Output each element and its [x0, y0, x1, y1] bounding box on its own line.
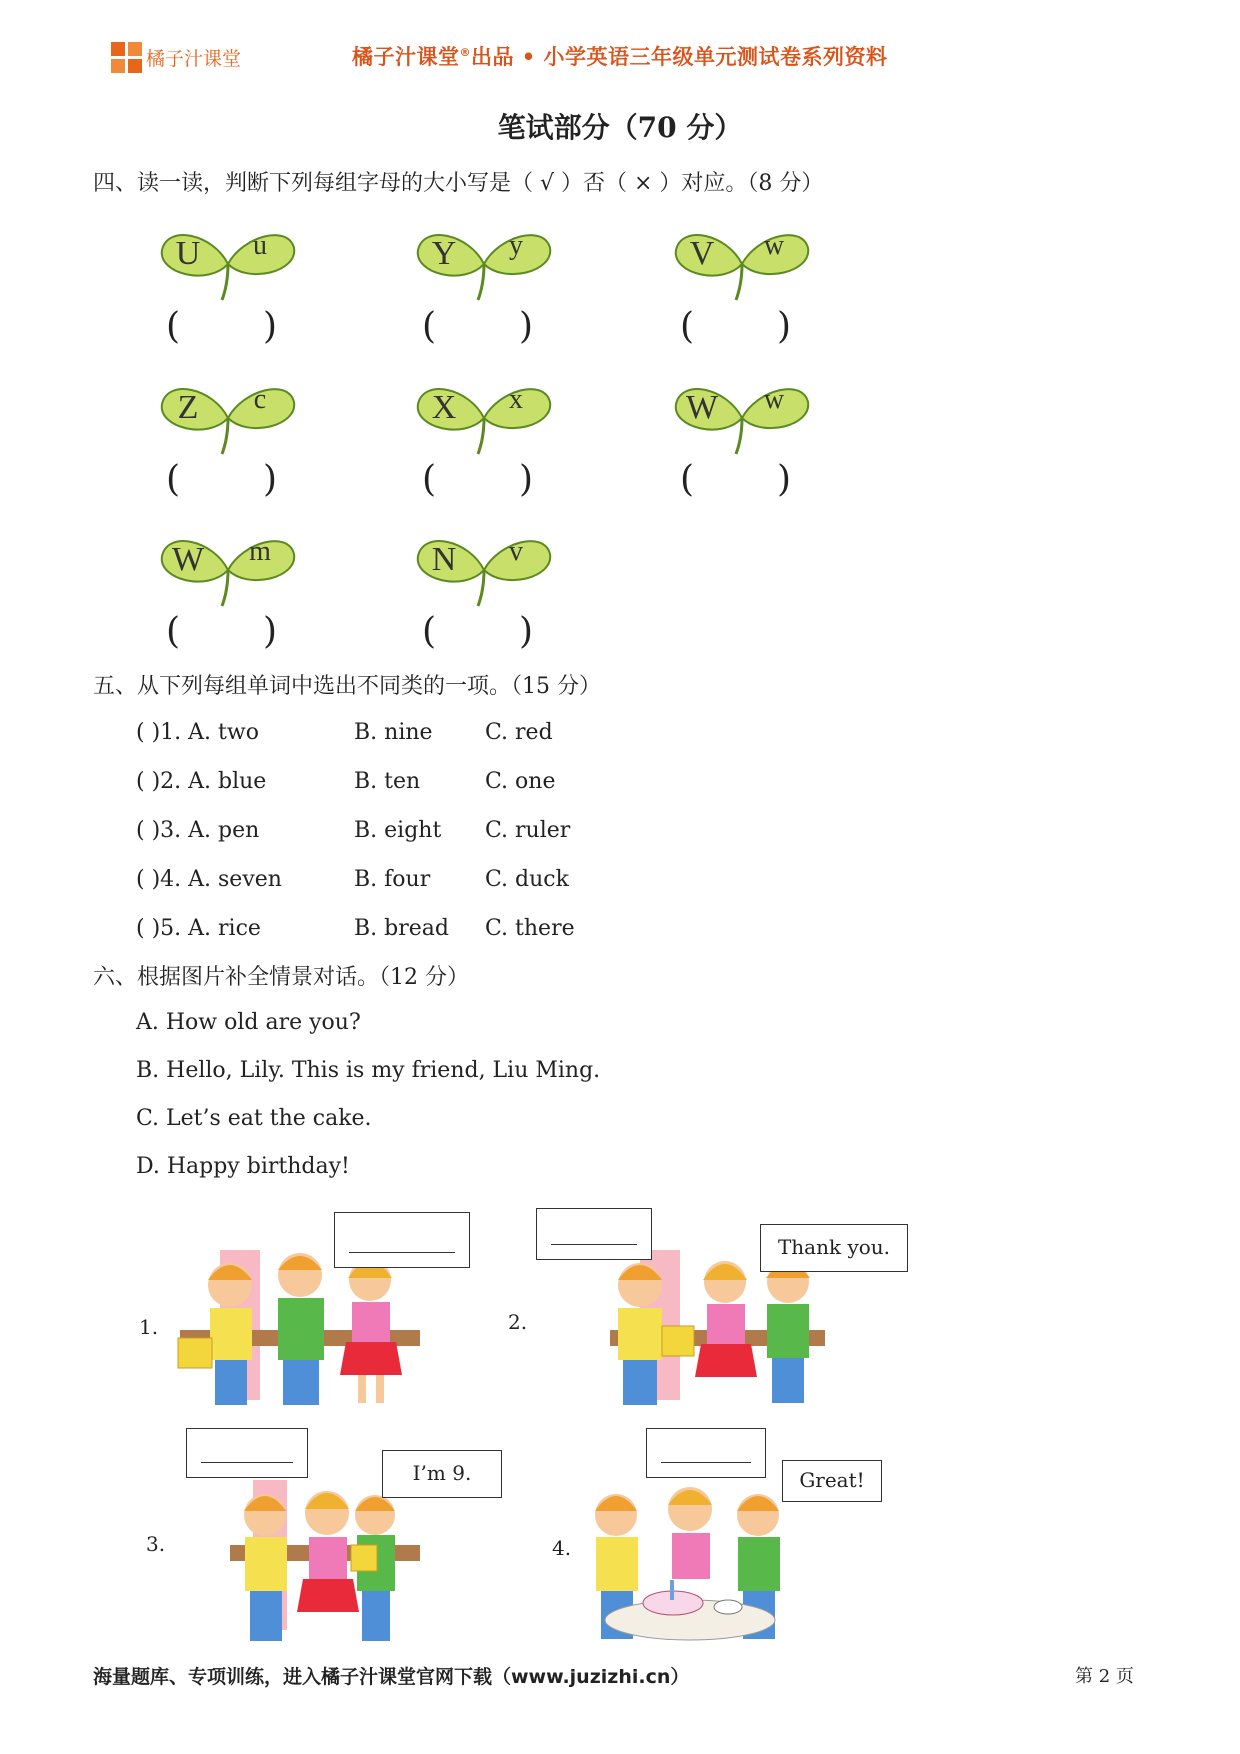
question-3-option-b: B. eight [354, 818, 442, 843]
lowercase-letter: w [763, 230, 785, 261]
dialog-option-d: D. Happy birthday! [136, 1154, 350, 1179]
letter-sprout [672, 214, 812, 304]
page-title: 笔试部分（70 分） [497, 111, 743, 144]
page-number: 第 2 页 [1075, 1666, 1134, 1687]
lowercase-letter: c [253, 384, 267, 415]
answer-blank-line [661, 1462, 751, 1463]
scene-3-number: 3. [146, 1532, 166, 1556]
letter-sprout [158, 368, 298, 458]
answer-parentheses[interactable]: ( ) [166, 611, 278, 652]
question-5-option-b: B. bread [354, 916, 449, 941]
letter-sprout [414, 520, 554, 610]
scene-1-speech-bubble [334, 1212, 470, 1268]
answer-parentheses[interactable]: ( ) [422, 611, 534, 652]
answer-parentheses[interactable]: ( ) [680, 306, 792, 347]
lowercase-letter: v [509, 536, 523, 567]
question-3-option-c: C. ruler [485, 818, 571, 843]
uppercase-letter: W [171, 541, 205, 578]
lowercase-letter: m [249, 536, 271, 567]
scene-4-number: 4. [552, 1536, 572, 1560]
question-2-option-b: B. ten [354, 769, 421, 794]
section-4-heading: 四、读一读，判断下列每组字母的大小写是（ √ ）否（ × ）对应。（8 分） [93, 171, 824, 196]
uppercase-letter: U [175, 235, 201, 272]
question-5-option-a: ( )5. A. rice [136, 916, 261, 941]
answer-blank-line [201, 1462, 293, 1463]
letter-sprout [672, 368, 812, 458]
uppercase-letter: Z [177, 389, 199, 426]
scene-3-reply-bubble: I’m 9. [382, 1450, 502, 1498]
scene-2-number: 2. [508, 1310, 528, 1334]
header-title: 橘子汁课堂®出品 • 小学英语三年级单元测试卷系列资料 [352, 45, 888, 69]
section-6-heading: 六、根据图片补全情景对话。（12 分） [93, 965, 469, 990]
answer-blank-line [349, 1252, 455, 1253]
lowercase-letter: w [763, 384, 785, 415]
uppercase-letter: N [431, 541, 457, 578]
answer-parentheses[interactable]: ( ) [166, 306, 278, 347]
question-3-option-a: ( )3. A. pen [136, 818, 260, 843]
answer-blank-line [551, 1244, 637, 1245]
question-5-option-c: C. there [485, 916, 575, 941]
letter-sprout [158, 214, 298, 304]
letter-sprout [158, 520, 298, 610]
answer-parentheses[interactable]: ( ) [680, 459, 792, 500]
answer-parentheses[interactable]: ( ) [422, 459, 534, 500]
scene-1-number: 1. [139, 1315, 159, 1339]
dialog-option-a: A. How old are you? [136, 1010, 361, 1035]
question-2-option-a: ( )2. A. blue [136, 769, 267, 794]
footer-text: 海量题库、专项训练，进入橘子汁课堂官网下载（www.juzizhi.cn） [93, 1666, 690, 1688]
logo-text: 橘子汁课堂 [146, 48, 242, 70]
scene-3-speech-bubble [186, 1428, 308, 1478]
letter-sprout [414, 368, 554, 458]
lowercase-letter: x [509, 384, 523, 415]
dialog-option-c: C. Let’s eat the cake. [136, 1106, 372, 1131]
question-2-option-c: C. one [485, 769, 556, 794]
uppercase-letter: W [685, 389, 719, 426]
answer-parentheses[interactable]: ( ) [422, 306, 534, 347]
question-4-option-b: B. four [354, 867, 431, 892]
logo-icon [111, 42, 143, 74]
scene-4-illustration [578, 1475, 803, 1649]
question-4-option-c: C. duck [485, 867, 569, 892]
question-4-option-a: ( )4. A. seven [136, 867, 282, 892]
uppercase-letter: X [431, 389, 457, 426]
uppercase-letter: V [689, 235, 715, 272]
lowercase-letter: u [253, 230, 267, 261]
section-5-heading: 五、从下列每组单词中选出不同类的一项。（15 分） [93, 674, 601, 699]
lowercase-letter: y [509, 230, 523, 261]
dialog-option-b: B. Hello, Lily. This is my friend, Liu Ming. [136, 1058, 601, 1083]
letter-sprout [414, 214, 554, 304]
question-1-option-b: B. nine [354, 720, 433, 745]
question-1-option-a: ( )1. A. two [136, 720, 259, 745]
scene-3-illustration [225, 1475, 425, 1649]
scene-2-speech-bubble [536, 1208, 652, 1260]
answer-parentheses[interactable]: ( ) [166, 459, 278, 500]
scene-2-reply-bubble: Thank you. [760, 1224, 908, 1272]
scene-4-speech-bubble [646, 1428, 766, 1478]
scene-4-reply-bubble: Great! [782, 1460, 882, 1502]
question-1-option-c: C. red [485, 720, 553, 745]
uppercase-letter: Y [431, 235, 457, 272]
